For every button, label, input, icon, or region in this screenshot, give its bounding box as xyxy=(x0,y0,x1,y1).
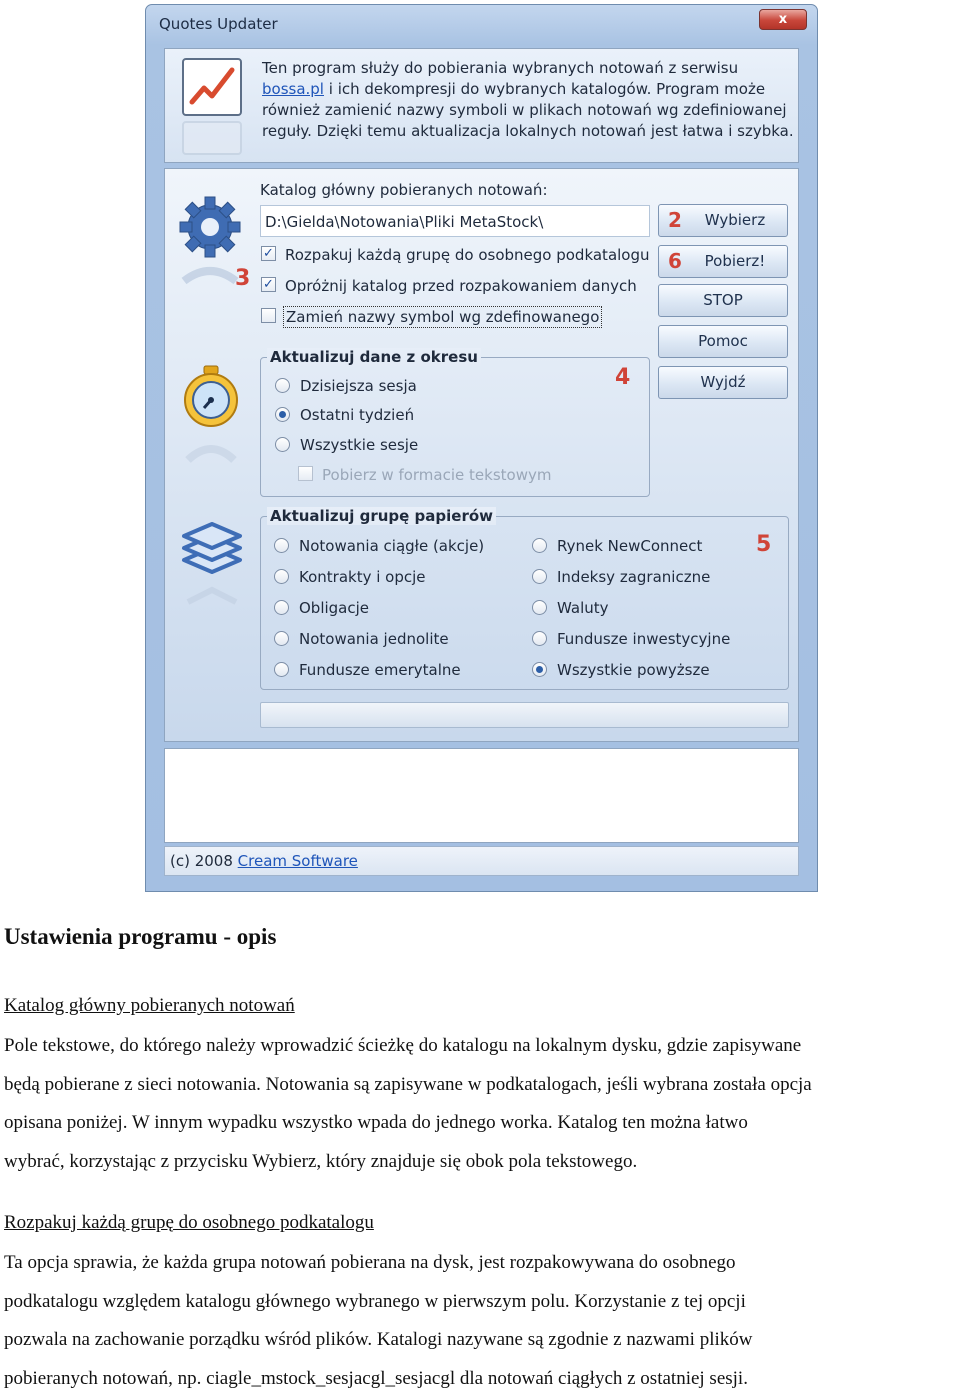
marker-3: 3 xyxy=(235,266,250,291)
choose-button[interactable] xyxy=(658,204,788,237)
window-title: Quotes Updater xyxy=(159,15,278,33)
copyright-text: (c) 2008 xyxy=(170,852,238,870)
papers-group-title: Aktualizuj grupę papierów xyxy=(267,507,496,525)
checkmark-icon: ✓ xyxy=(263,277,274,292)
radio-bonds-label: Obligacje xyxy=(299,599,369,617)
catalog-label: Katalog główny pobieranych notowań: xyxy=(260,181,548,199)
checkbox-rename-symbols[interactable] xyxy=(261,308,276,323)
period-group-title: Aktualizuj dane z okresu xyxy=(267,348,481,366)
download-button[interactable] xyxy=(658,245,788,278)
section-2-title: Rozpakuj każdą grupę do osobnego podkatalogu xyxy=(4,1212,956,1234)
radio-all-above-label: Wszystkie powyższe xyxy=(557,661,710,679)
checkbox-unpack-subfolder[interactable] xyxy=(261,246,276,261)
choose-button-label: Wybierz xyxy=(705,211,765,229)
company-link[interactable]: Cream Software xyxy=(238,852,358,870)
bossa-link[interactable]: bossa.pl xyxy=(262,80,324,98)
intro-line-2 xyxy=(262,80,765,98)
radio-currencies[interactable] xyxy=(532,600,547,615)
close-button[interactable]: x xyxy=(759,9,807,30)
radio-investment-funds-label: Fundusze inwestycyjne xyxy=(557,630,730,648)
radio-futures-options[interactable] xyxy=(274,569,289,584)
chart-icon xyxy=(182,58,244,156)
checkbox-unpack-subfolder-label: Rozpakuj każdą grupę do osobnego podkatalogu xyxy=(285,246,650,264)
stop-button[interactable]: STOP xyxy=(658,284,788,317)
checkbox-rename-symbols-label: Zamień nazwy symbol wg zdefinowanego xyxy=(283,306,602,328)
radio-futures-options-label: Kontrakty i opcje xyxy=(299,568,426,586)
marker-6: 6 xyxy=(668,246,682,277)
radio-newconnect-label: Rynek NewConnect xyxy=(557,537,702,555)
section-1-title: Katalog główny pobieranych notowań xyxy=(4,995,956,1017)
radio-foreign-indices[interactable] xyxy=(532,569,547,584)
section-2-line: podkatalogu względem katalogu głównego wybranego w pierwszym polu. Korzystanie z tej opcji xyxy=(4,1283,956,1322)
stopwatch-icon xyxy=(180,364,242,468)
section-1-line: wybrać, korzystając z przycisku Wybierz, który znajduje się obok pola tekstowego. xyxy=(4,1143,956,1182)
radio-pension-funds-label: Fundusze emerytalne xyxy=(299,661,461,679)
radio-today-session-label: Dzisiejsza sesja xyxy=(300,377,417,395)
marker-5: 5 xyxy=(756,532,771,557)
checkbox-text-format-label: Pobierz w formacie tekstowym xyxy=(322,466,551,484)
radio-foreign-indices-label: Indeksy zagraniczne xyxy=(557,568,710,586)
exit-button[interactable]: Wyjdź xyxy=(658,366,788,399)
radio-single-price-label: Notowania jednolite xyxy=(299,630,449,648)
section-1-line: Pole tekstowe, do którego należy wprowadzić ścieżkę do katalogu na lokalnym dysku, gdzie zapisywane xyxy=(4,1027,956,1066)
radio-pension-funds[interactable] xyxy=(274,662,289,677)
help-button[interactable]: Pomoc xyxy=(658,325,788,358)
doc-heading: Ustawienia programu - opis xyxy=(4,924,956,950)
radio-currencies-label: Waluty xyxy=(557,599,609,617)
checkmark-icon: ✓ xyxy=(263,246,274,261)
download-button-label: Pobierz! xyxy=(705,252,766,270)
intro-line-3: również zamienić nazwy symboli w plikach notowań wg zdefiniowanej xyxy=(262,101,787,119)
section-2-body xyxy=(4,1244,956,1398)
section-1-line: opisana poniżej. W innym wypadku wszystko wpada do jednego worka. Katalog ten można łatwo xyxy=(4,1104,956,1143)
radio-continuous-quotes-label: Notowania ciągłe (akcje) xyxy=(299,537,484,555)
checkbox-empty-folder[interactable] xyxy=(261,277,276,292)
copyright xyxy=(170,852,358,870)
gear-icon xyxy=(178,195,242,295)
catalog-path-value: D:\Gielda\Notowania\Pliki MetaStock\ xyxy=(265,213,543,231)
intro-line-1: Ten program służy do pobierania wybranych notowań z serwisu xyxy=(262,59,738,77)
marker-2: 2 xyxy=(668,205,682,236)
section-1-line: będą pobierane z sieci notowania. Notowania są zapisywane w podkatalogach, jeśli wybrana została opcja xyxy=(4,1066,956,1105)
radio-single-price[interactable] xyxy=(274,631,289,646)
section-2-line: pozwala na zachowanie porządku wśród plików. Katalogi nazywane są zgodnie z nazwami plików xyxy=(4,1321,956,1360)
section-2-line: Ta opcja sprawia, że każda grupa notowań pobierana na dysk, jest rozpakowywana do osobnego xyxy=(4,1244,956,1283)
section-1-body xyxy=(4,1027,956,1181)
intro-line-4: reguły. Dzięki temu aktualizacja lokalnych notowań jest łatwa i szybka. xyxy=(262,122,794,140)
radio-all-sessions-label: Wszystkie sesje xyxy=(300,436,418,454)
checkbox-empty-folder-label: Opróżnij katalog przed rozpakowaniem danych xyxy=(285,277,637,295)
radio-today-session[interactable] xyxy=(275,378,290,393)
radio-investment-funds[interactable] xyxy=(532,631,547,646)
intro-line-2-rest: i ich dekompresji do wybranych katalogów. Program może xyxy=(324,80,765,98)
section-2-line: pobieranych notowań, np. ciagle_mstock_sesjacgl_sesjacgl dla notowań ciągłych z ostatniej sesji. xyxy=(4,1360,956,1398)
radio-bonds[interactable] xyxy=(274,600,289,615)
catalog-path-input[interactable] xyxy=(260,205,650,237)
progress-bar xyxy=(260,702,789,728)
radio-continuous-quotes[interactable] xyxy=(274,538,289,553)
layers-icon xyxy=(180,522,244,612)
radio-newconnect[interactable] xyxy=(532,538,547,553)
radio-all-above[interactable] xyxy=(532,662,547,677)
radio-last-week-label: Ostatni tydzień xyxy=(300,406,414,424)
checkbox-text-format[interactable] xyxy=(298,466,313,481)
radio-last-week[interactable] xyxy=(275,407,290,422)
marker-4: 4 xyxy=(615,365,630,390)
log-area xyxy=(164,748,799,843)
radio-all-sessions[interactable] xyxy=(275,437,290,452)
